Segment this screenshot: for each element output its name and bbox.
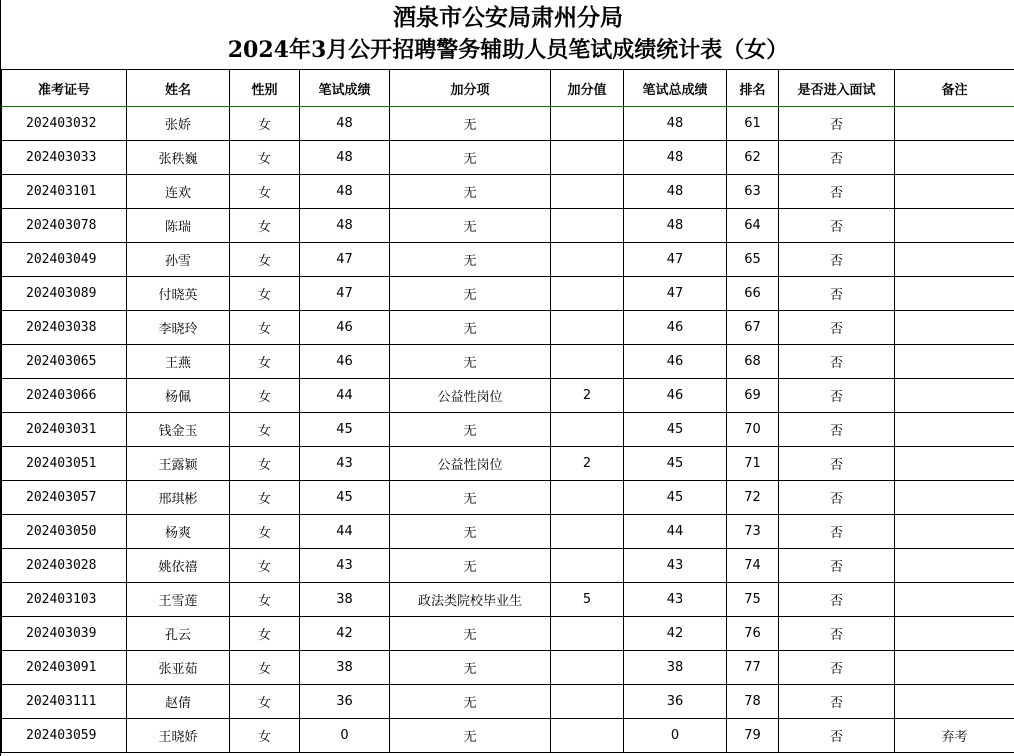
cell-interview: 否 bbox=[779, 379, 895, 413]
cell-interview: 否 bbox=[779, 345, 895, 379]
header-written-score: 笔试成绩 bbox=[300, 70, 390, 107]
cell-gender: 女 bbox=[230, 379, 300, 413]
cell-exam-id: 202403038 bbox=[2, 311, 127, 345]
cell-remarks bbox=[895, 277, 1014, 311]
cell-written-score: 0 bbox=[300, 719, 390, 753]
cell-interview: 否 bbox=[779, 583, 895, 617]
cell-bonus-value bbox=[551, 719, 624, 753]
cell-bonus-item: 无 bbox=[390, 107, 551, 141]
cell-rank: 66 bbox=[727, 277, 779, 311]
cell-rank: 77 bbox=[727, 651, 779, 685]
sheet-title: 酒泉市公安局肃州分局 bbox=[393, 4, 623, 31]
cell-remarks bbox=[895, 583, 1014, 617]
table-row bbox=[2, 175, 1014, 209]
table-row bbox=[2, 583, 1014, 617]
cell-written-score: 48 bbox=[300, 175, 390, 209]
cell-bonus-value bbox=[551, 481, 624, 515]
table-row bbox=[2, 413, 1014, 447]
cell-bonus-value bbox=[551, 617, 624, 651]
cell-bonus-value bbox=[551, 107, 624, 141]
header-row bbox=[2, 70, 1014, 107]
cell-rank: 75 bbox=[727, 583, 779, 617]
cell-bonus-value bbox=[551, 651, 624, 685]
cell-bonus-value bbox=[551, 243, 624, 277]
cell-gender: 女 bbox=[230, 243, 300, 277]
cell-written-score: 36 bbox=[300, 685, 390, 719]
cell-gender: 女 bbox=[230, 447, 300, 481]
header-rank: 排名 bbox=[727, 70, 779, 107]
cell-exam-id: 202403065 bbox=[2, 345, 127, 379]
cell-name: 张秩巍 bbox=[127, 141, 230, 175]
cell-interview: 否 bbox=[779, 481, 895, 515]
cell-gender: 女 bbox=[230, 141, 300, 175]
cell-written-score: 43 bbox=[300, 447, 390, 481]
cell-gender: 女 bbox=[230, 481, 300, 515]
table-row bbox=[2, 209, 1014, 243]
cell-written-score: 38 bbox=[300, 583, 390, 617]
cell-total-score: 46 bbox=[624, 345, 727, 379]
table-row bbox=[2, 345, 1014, 379]
cell-written-score: 48 bbox=[300, 107, 390, 141]
cell-written-score: 47 bbox=[300, 277, 390, 311]
cell-written-score: 48 bbox=[300, 141, 390, 175]
cell-interview: 否 bbox=[779, 651, 895, 685]
cell-gender: 女 bbox=[230, 311, 300, 345]
cell-written-score: 48 bbox=[300, 209, 390, 243]
cell-interview: 否 bbox=[779, 141, 895, 175]
table-body bbox=[2, 107, 1014, 753]
cell-remarks bbox=[895, 209, 1014, 243]
cell-rank: 69 bbox=[727, 379, 779, 413]
cell-name: 连欢 bbox=[127, 175, 230, 209]
header-name: 姓名 bbox=[127, 70, 230, 107]
cell-exam-id: 202403091 bbox=[2, 651, 127, 685]
cell-name: 孔云 bbox=[127, 617, 230, 651]
cell-bonus-item: 无 bbox=[390, 481, 551, 515]
cell-interview: 否 bbox=[779, 413, 895, 447]
cell-bonus-item: 无 bbox=[390, 549, 551, 583]
cell-total-score: 48 bbox=[624, 175, 727, 209]
cell-total-score: 44 bbox=[624, 515, 727, 549]
table-row bbox=[2, 141, 1014, 175]
cell-remarks bbox=[895, 481, 1014, 515]
header-gender: 性别 bbox=[230, 70, 300, 107]
cell-bonus-item: 无 bbox=[390, 685, 551, 719]
cell-remarks bbox=[895, 175, 1014, 209]
cell-interview: 否 bbox=[779, 311, 895, 345]
table-row bbox=[2, 651, 1014, 685]
table-row bbox=[2, 685, 1014, 719]
cell-written-score: 45 bbox=[300, 413, 390, 447]
table-row bbox=[2, 243, 1014, 277]
cell-remarks bbox=[895, 413, 1014, 447]
cell-remarks bbox=[895, 345, 1014, 379]
cell-written-score: 43 bbox=[300, 549, 390, 583]
cell-bonus-value bbox=[551, 413, 624, 447]
cell-gender: 女 bbox=[230, 719, 300, 753]
cell-total-score: 48 bbox=[624, 107, 727, 141]
cell-bonus-value: 5 bbox=[551, 583, 624, 617]
cell-bonus-value bbox=[551, 277, 624, 311]
cell-remarks bbox=[895, 243, 1014, 277]
cell-name: 陈瑞 bbox=[127, 209, 230, 243]
cell-interview: 否 bbox=[779, 209, 895, 243]
cell-name: 王雪莲 bbox=[127, 583, 230, 617]
cell-gender: 女 bbox=[230, 277, 300, 311]
cell-interview: 否 bbox=[779, 685, 895, 719]
cell-gender: 女 bbox=[230, 583, 300, 617]
sheet-subtitle: 2024年3月公开招聘警务辅助人员笔试成绩统计表（女） bbox=[227, 37, 789, 63]
cell-rank: 61 bbox=[727, 107, 779, 141]
cell-bonus-item: 无 bbox=[390, 311, 551, 345]
cell-gender: 女 bbox=[230, 413, 300, 447]
cell-bonus-item: 无 bbox=[390, 345, 551, 379]
cell-total-score: 0 bbox=[624, 719, 727, 753]
cell-rank: 70 bbox=[727, 413, 779, 447]
cell-bonus-item: 无 bbox=[390, 719, 551, 753]
cell-exam-id: 202403111 bbox=[2, 685, 127, 719]
cell-interview: 否 bbox=[779, 277, 895, 311]
cell-bonus-item: 无 bbox=[390, 413, 551, 447]
cell-total-score: 42 bbox=[624, 617, 727, 651]
cell-rank: 72 bbox=[727, 481, 779, 515]
cell-name: 钱金玉 bbox=[127, 413, 230, 447]
cell-total-score: 36 bbox=[624, 685, 727, 719]
cell-exam-id: 202403101 bbox=[2, 175, 127, 209]
cell-gender: 女 bbox=[230, 651, 300, 685]
table-row bbox=[2, 311, 1014, 345]
cell-bonus-value bbox=[551, 549, 624, 583]
header-bonus-value: 加分值 bbox=[551, 70, 624, 107]
cell-written-score: 45 bbox=[300, 481, 390, 515]
cell-name: 张亚茹 bbox=[127, 651, 230, 685]
cell-name: 张娇 bbox=[127, 107, 230, 141]
cell-rank: 67 bbox=[727, 311, 779, 345]
cell-written-score: 42 bbox=[300, 617, 390, 651]
cell-total-score: 45 bbox=[624, 447, 727, 481]
cell-exam-id: 202403031 bbox=[2, 413, 127, 447]
cell-name: 邢琪彬 bbox=[127, 481, 230, 515]
cell-bonus-item: 无 bbox=[390, 277, 551, 311]
cell-bonus-item: 无 bbox=[390, 651, 551, 685]
table-row bbox=[2, 549, 1014, 583]
cell-interview: 否 bbox=[779, 719, 895, 753]
header-total-score: 笔试总成绩 bbox=[624, 70, 727, 107]
cell-interview: 否 bbox=[779, 447, 895, 481]
cell-rank: 68 bbox=[727, 345, 779, 379]
cell-interview: 否 bbox=[779, 175, 895, 209]
cell-remarks bbox=[895, 617, 1014, 651]
cell-rank: 78 bbox=[727, 685, 779, 719]
cell-gender: 女 bbox=[230, 107, 300, 141]
cell-bonus-item: 公益性岗位 bbox=[390, 379, 551, 413]
cell-interview: 否 bbox=[779, 549, 895, 583]
cell-bonus-item: 无 bbox=[390, 617, 551, 651]
cell-remarks bbox=[895, 651, 1014, 685]
cell-total-score: 48 bbox=[624, 141, 727, 175]
cell-total-score: 47 bbox=[624, 277, 727, 311]
cell-exam-id: 202403049 bbox=[2, 243, 127, 277]
cell-bonus-value bbox=[551, 141, 624, 175]
table-row bbox=[2, 107, 1014, 141]
cell-rank: 65 bbox=[727, 243, 779, 277]
cell-rank: 76 bbox=[727, 617, 779, 651]
cell-name: 姚依禧 bbox=[127, 549, 230, 583]
cell-remarks bbox=[895, 685, 1014, 719]
cell-written-score: 46 bbox=[300, 311, 390, 345]
cell-exam-id: 202403089 bbox=[2, 277, 127, 311]
table-row bbox=[2, 617, 1014, 651]
cell-name: 孙雪 bbox=[127, 243, 230, 277]
table-row bbox=[2, 379, 1014, 413]
cell-bonus-item: 无 bbox=[390, 243, 551, 277]
table-row bbox=[2, 277, 1014, 311]
cell-rank: 74 bbox=[727, 549, 779, 583]
cell-gender: 女 bbox=[230, 617, 300, 651]
cell-gender: 女 bbox=[230, 685, 300, 719]
cell-total-score: 46 bbox=[624, 379, 727, 413]
table-row bbox=[2, 719, 1014, 753]
cell-exam-id: 202403050 bbox=[2, 515, 127, 549]
cell-written-score: 44 bbox=[300, 515, 390, 549]
cell-gender: 女 bbox=[230, 345, 300, 379]
cell-exam-id: 202403033 bbox=[2, 141, 127, 175]
cell-bonus-value bbox=[551, 685, 624, 719]
header-interview: 是否进入面试 bbox=[779, 70, 895, 107]
cell-bonus-item: 政法类院校毕业生 bbox=[390, 583, 551, 617]
cell-remarks bbox=[895, 549, 1014, 583]
cell-exam-id: 202403039 bbox=[2, 617, 127, 651]
cell-total-score: 46 bbox=[624, 311, 727, 345]
cell-bonus-item: 无 bbox=[390, 209, 551, 243]
cell-bonus-value bbox=[551, 345, 624, 379]
cell-remarks bbox=[895, 107, 1014, 141]
table-row bbox=[2, 447, 1014, 481]
cell-remarks bbox=[895, 379, 1014, 413]
cell-remarks: 弃考 bbox=[895, 719, 1014, 753]
cell-rank: 71 bbox=[727, 447, 779, 481]
cell-bonus-value: 2 bbox=[551, 379, 624, 413]
cell-written-score: 46 bbox=[300, 345, 390, 379]
cell-exam-id: 202403078 bbox=[2, 209, 127, 243]
cell-bonus-item: 无 bbox=[390, 141, 551, 175]
cell-interview: 否 bbox=[779, 515, 895, 549]
cell-name: 李晓玲 bbox=[127, 311, 230, 345]
cell-bonus-item: 公益性岗位 bbox=[390, 447, 551, 481]
cell-gender: 女 bbox=[230, 515, 300, 549]
cell-exam-id: 202403032 bbox=[2, 107, 127, 141]
cell-exam-id: 202403057 bbox=[2, 481, 127, 515]
cell-total-score: 43 bbox=[624, 549, 727, 583]
cell-bonus-value bbox=[551, 515, 624, 549]
cell-exam-id: 202403103 bbox=[2, 583, 127, 617]
cell-rank: 63 bbox=[727, 175, 779, 209]
cell-total-score: 43 bbox=[624, 583, 727, 617]
cell-exam-id: 202403066 bbox=[2, 379, 127, 413]
cell-name: 王晓娇 bbox=[127, 719, 230, 753]
cell-rank: 73 bbox=[727, 515, 779, 549]
cell-remarks bbox=[895, 447, 1014, 481]
cell-total-score: 47 bbox=[624, 243, 727, 277]
cell-bonus-value bbox=[551, 311, 624, 345]
cell-name: 杨爽 bbox=[127, 515, 230, 549]
header-bonus-item: 加分项 bbox=[390, 70, 551, 107]
cell-rank: 79 bbox=[727, 719, 779, 753]
cell-name: 付晓英 bbox=[127, 277, 230, 311]
cell-remarks bbox=[895, 141, 1014, 175]
cell-total-score: 45 bbox=[624, 481, 727, 515]
cell-written-score: 47 bbox=[300, 243, 390, 277]
cell-exam-id: 202403028 bbox=[2, 549, 127, 583]
header-exam-id: 准考证号 bbox=[2, 70, 127, 107]
cell-exam-id: 202403051 bbox=[2, 447, 127, 481]
cell-rank: 62 bbox=[727, 141, 779, 175]
cell-total-score: 48 bbox=[624, 209, 727, 243]
cell-bonus-value bbox=[551, 209, 624, 243]
cell-interview: 否 bbox=[779, 243, 895, 277]
cell-total-score: 38 bbox=[624, 651, 727, 685]
cell-bonus-item: 无 bbox=[390, 175, 551, 209]
cell-interview: 否 bbox=[779, 107, 895, 141]
score-table bbox=[1, 69, 1014, 753]
cell-name: 王燕 bbox=[127, 345, 230, 379]
table-row bbox=[2, 481, 1014, 515]
cell-gender: 女 bbox=[230, 175, 300, 209]
cell-gender: 女 bbox=[230, 209, 300, 243]
cell-bonus-value bbox=[551, 175, 624, 209]
table-row bbox=[2, 515, 1014, 549]
cell-name: 王露颖 bbox=[127, 447, 230, 481]
cell-exam-id: 202403059 bbox=[2, 719, 127, 753]
cell-name: 赵倩 bbox=[127, 685, 230, 719]
header-remarks: 备注 bbox=[895, 70, 1014, 107]
cell-remarks bbox=[895, 515, 1014, 549]
cell-rank: 64 bbox=[727, 209, 779, 243]
cell-total-score: 45 bbox=[624, 413, 727, 447]
cell-name: 杨佩 bbox=[127, 379, 230, 413]
cell-remarks bbox=[895, 311, 1014, 345]
cell-interview: 否 bbox=[779, 617, 895, 651]
cell-gender: 女 bbox=[230, 549, 300, 583]
cell-written-score: 38 bbox=[300, 651, 390, 685]
cell-bonus-value: 2 bbox=[551, 447, 624, 481]
cell-bonus-item: 无 bbox=[390, 515, 551, 549]
cell-written-score: 44 bbox=[300, 379, 390, 413]
